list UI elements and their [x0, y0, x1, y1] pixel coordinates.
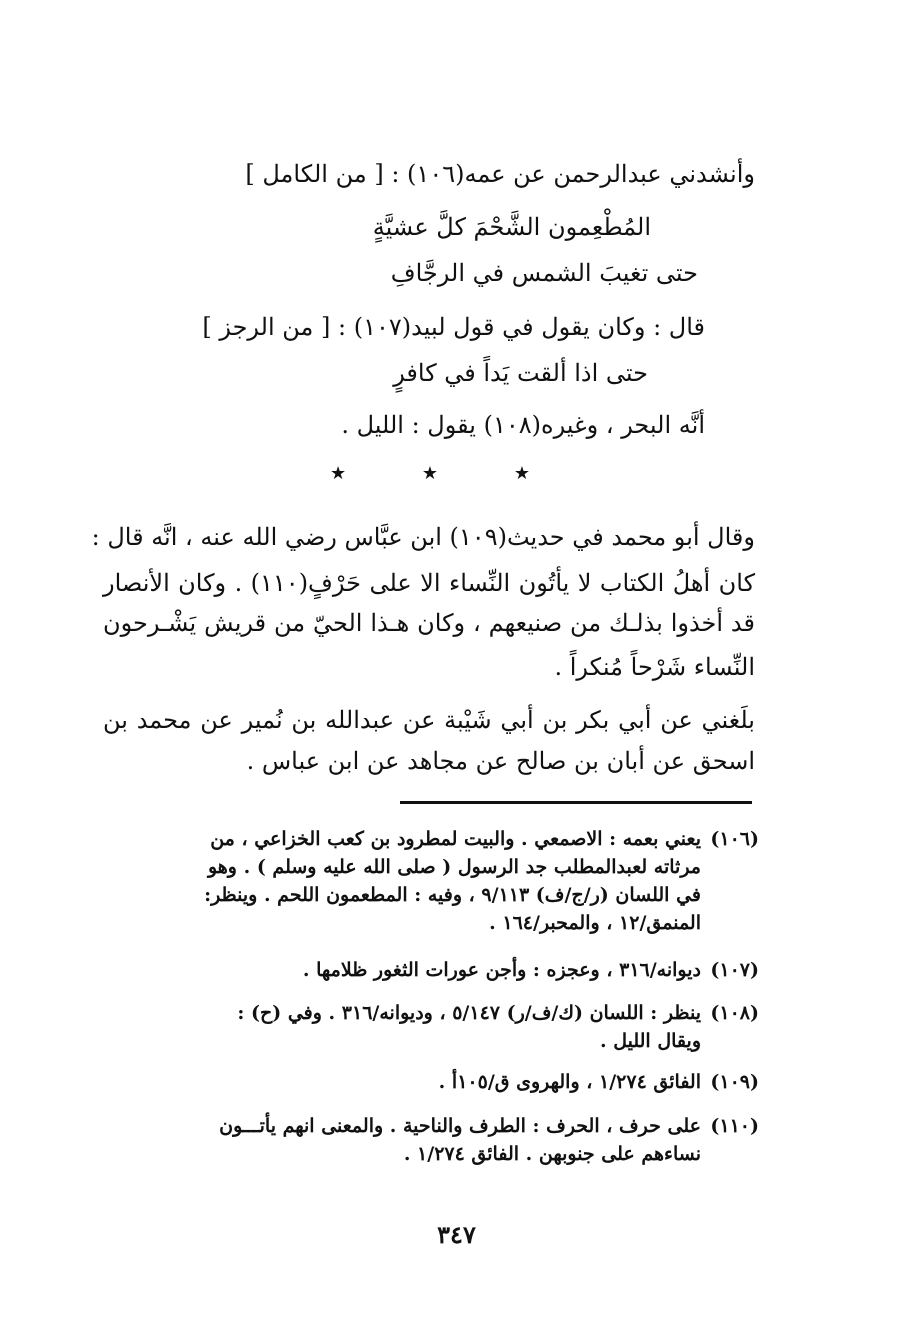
footnote-number: (١٠٧): [710, 959, 759, 981]
footnote-text-line: مرثاته لعبدالمطلب جد الرسول ( صلى الله عليه وسلم ) . وهو: [207, 856, 701, 878]
footnote-number: (١٠٨): [710, 1002, 759, 1024]
poem-explanation-line: أنَّه البحر ، وغيره(١٠٨) يقول : الليل .: [341, 411, 705, 439]
footnote-number: (١٠٩): [710, 1071, 759, 1093]
poem-quote-line: قال : وكان يقول في قول لبيد(١٠٧) : [ من الرجز ]: [202, 313, 705, 341]
footnote-number: (١١٠): [710, 1115, 759, 1137]
star-icon: ★: [421, 463, 439, 484]
poem-verse-3: حتى اذا ألقت يَداً في كافرٍ: [393, 359, 648, 387]
paragraph-1-line-2: كان أهلُ الكتاب لا يأتُون النِّساء الا على حَرْفٍ(١١٠) . وكان الأنصار: [103, 569, 755, 597]
footnote-text-line: المنمق/١٢ ، والمحبر/١٦٤ .: [489, 912, 701, 934]
paragraph-1-line-4: النِّساء شَرْحاً مُنكراً .: [554, 653, 755, 681]
paragraph-2-line-1: بلَغني عن أبي بكر بن أبي شَيْبة عن عبدالله بن نُمير عن محمد بن: [103, 706, 755, 734]
star-icon: ★: [513, 463, 530, 484]
footnote-text-line: في اللسان (ر/ج/ف) ٩/١١٣ ، وفيه : المطعمون اللحم . وينظر:: [204, 884, 701, 906]
footnote-text-line: نساءهم على جنوبهن . الفائق ١/٢٧٤ .: [403, 1143, 701, 1165]
paragraph-1-line-3: قد أخذوا بذلـك من صنيعهم ، وكان هـذا الحيّ من قريش يَشْـرحون: [103, 609, 755, 637]
poem-verse-2: حتى تغيبَ الشمس في الرجَّافِ: [390, 259, 698, 287]
footnote-text-line: ديوانه/٣١٦ ، وعجزه : وأجن عورات الثغور ظلامها .: [302, 959, 701, 981]
footnote-text-line: الفائق ١/٢٧٤ ، والهروى ق/١٠٥أ .: [438, 1071, 701, 1093]
star-icon: ★: [330, 463, 347, 484]
footnote-text-line: يعني بعمه : الاصمعي . والبيت لمطرود بن كعب الخزاعي ، من: [210, 828, 701, 850]
section-separator: [330, 462, 530, 486]
footnote-text-line: على حرف ، الحرف : الطرف والناحية . والمعنى انهم يأتـــون: [219, 1115, 701, 1137]
footnote-rule: [400, 801, 752, 804]
footnote-number: (١٠٦): [710, 828, 759, 850]
footnote-text-line: ويقال الليل .: [600, 1030, 701, 1052]
page-number: ٣٤٧: [437, 1220, 476, 1249]
footnote-text-line: ينظر : اللسان (ك/ف/ر) ٥/١٤٧ ، وديوانه/٣١٦ . وفي (ح) :: [237, 1002, 701, 1024]
poem-intro-line: وأنشدني عبدالرحمن عن عمه(١٠٦) : [ من الكامل ]: [245, 160, 755, 188]
paragraph-2-line-2: اسحق عن أبان بن صالح عن مجاهد عن ابن عباس .: [246, 747, 755, 775]
poem-verse-1: المُطْعِمون الشَّحْمَ كلَّ عشيَّةٍ: [372, 213, 651, 241]
paragraph-1-line-1: وقال أبو محمد في حديث(١٠٩) ابن عبَّاس رضي الله عنه ، انَّه قال :: [91, 523, 755, 551]
